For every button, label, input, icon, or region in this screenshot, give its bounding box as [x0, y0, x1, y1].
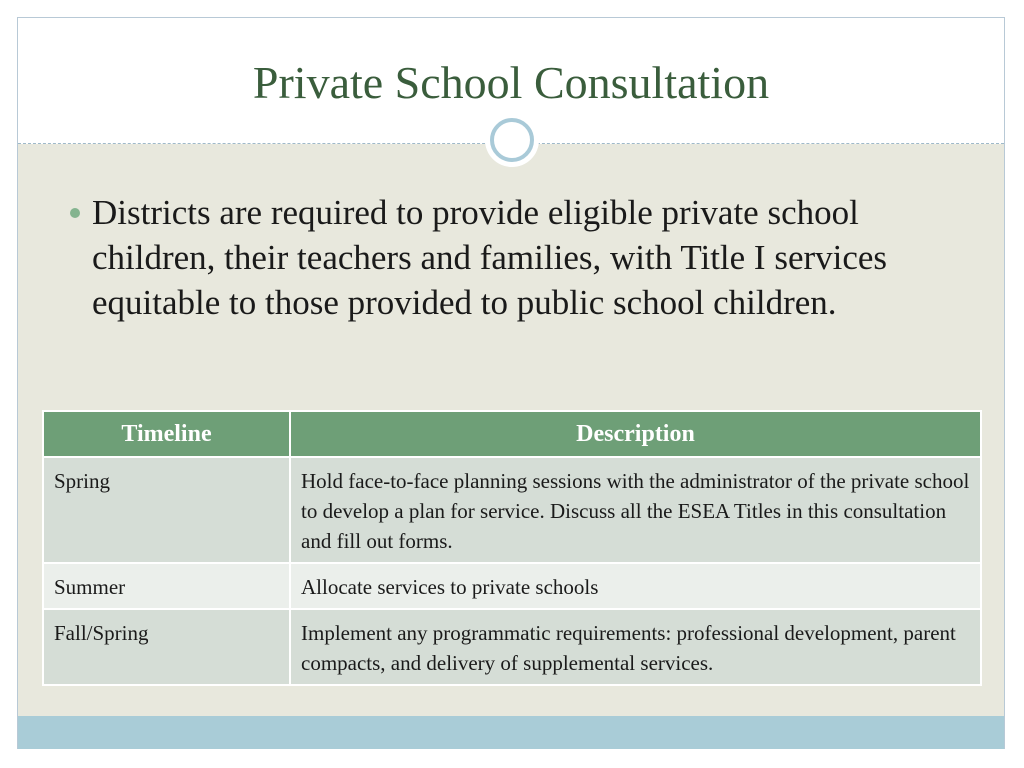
- description-cell: Hold face-to-face planning sessions with the administrator of the private school to develop a plan for service. Discuss all the ESEA Titles in this consultation and fill out forms.: [290, 457, 981, 563]
- slide-title: Private School Consultation: [252, 57, 770, 108]
- header-timeline: Timeline: [43, 411, 290, 457]
- header-description: Description: [290, 411, 981, 457]
- table-header-row: [43, 411, 981, 457]
- circle-ornament-icon: [485, 113, 539, 167]
- table-row: [43, 457, 981, 563]
- description-cell: Implement any programmatic requirements: professional development, parent compacts, and delivery of supplemental services.: [290, 609, 981, 685]
- bullet-icon: [70, 208, 80, 218]
- slide: [17, 17, 1005, 749]
- consultation-table: [42, 410, 982, 686]
- timeline-cell: Fall/Spring: [43, 609, 290, 685]
- description-cell: Allocate services to private schools: [290, 563, 981, 609]
- footer-bar: [18, 716, 1004, 749]
- timeline-cell: Spring: [43, 457, 290, 563]
- bullet-text: Districts are required to provide eligible private school children, their teachers and families, with Title I services equitable to those provided to public school children.: [92, 193, 888, 322]
- table-row: [43, 563, 981, 609]
- timeline-cell: Summer: [43, 563, 290, 609]
- circle-ring: [490, 118, 534, 162]
- table-row: [43, 609, 981, 685]
